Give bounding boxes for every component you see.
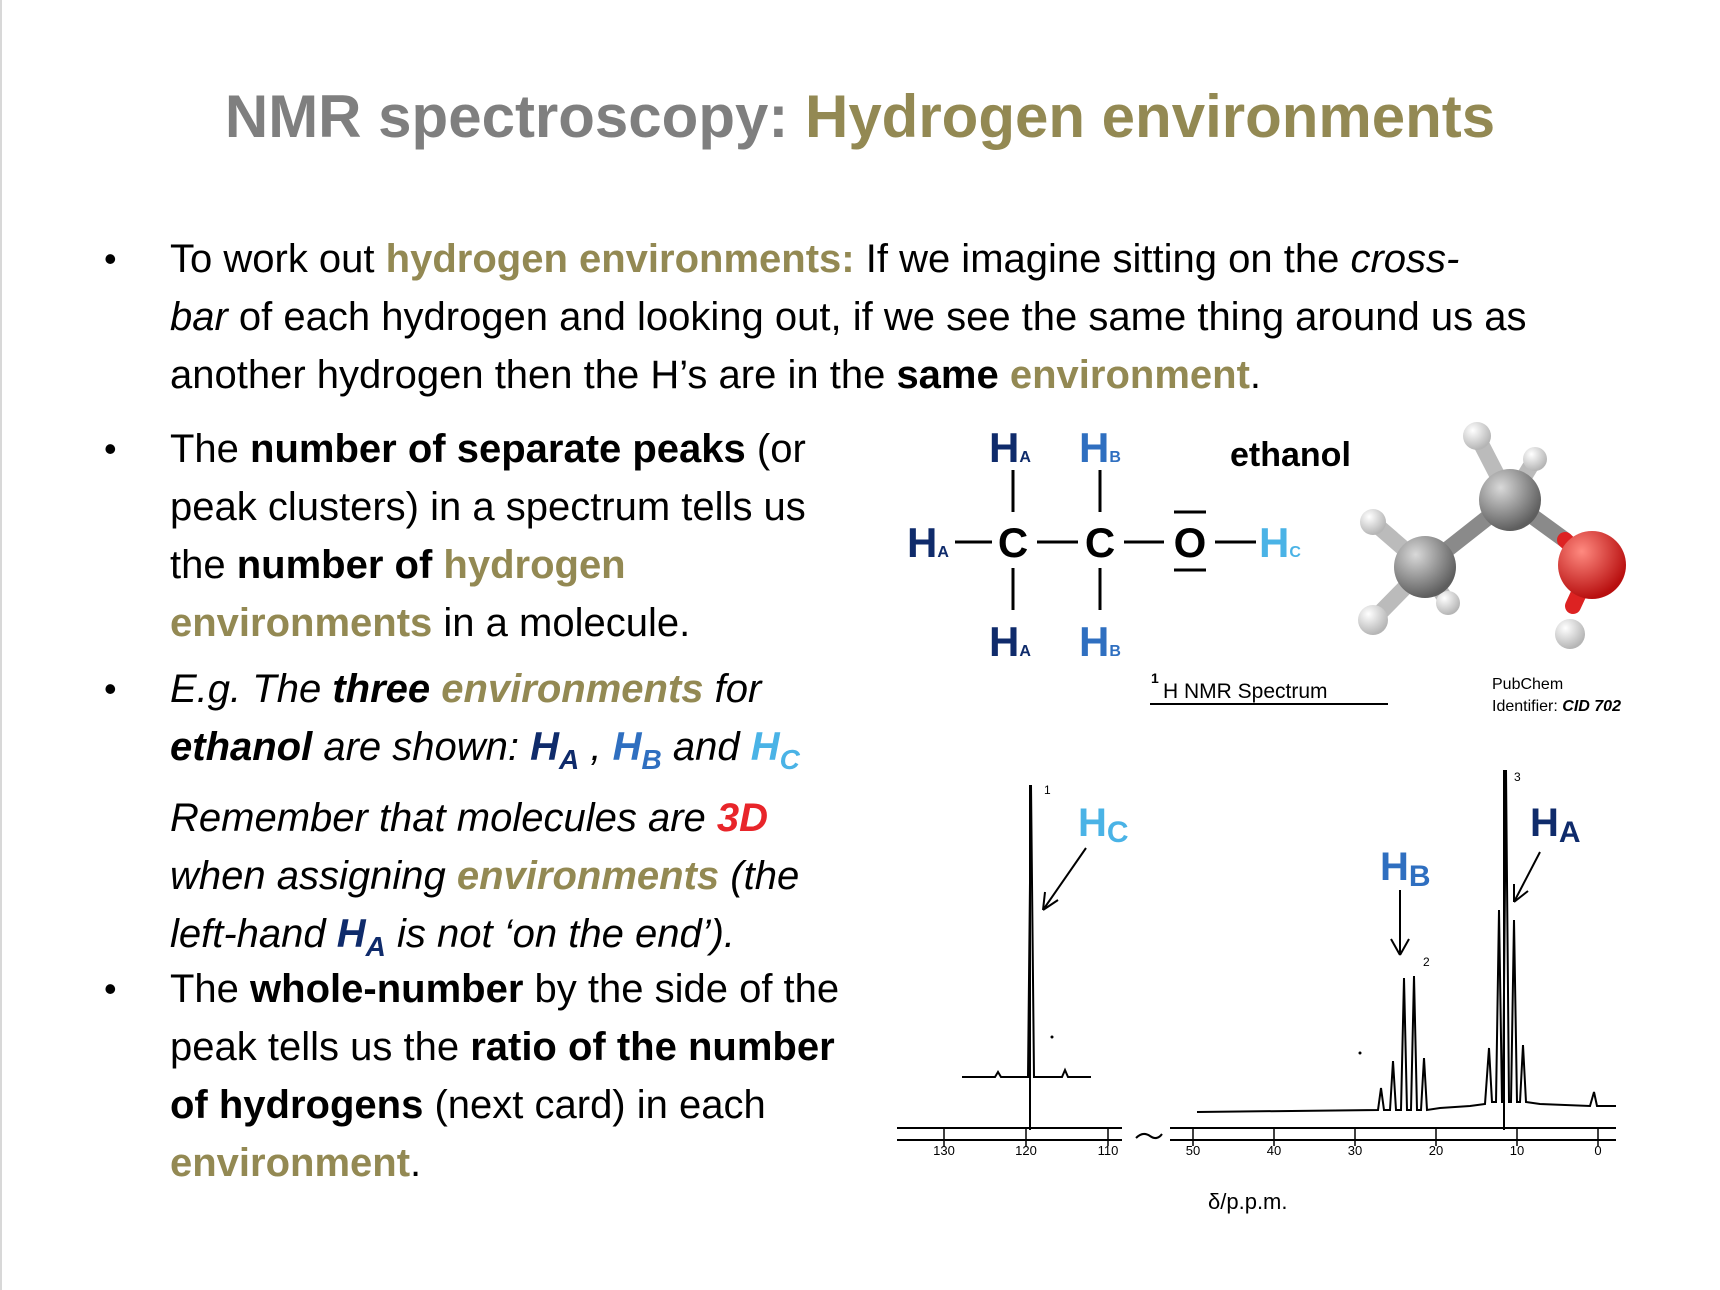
- text: Remember that molecules are: [170, 796, 717, 840]
- peak-number: 2: [1423, 955, 1430, 969]
- atom-ha-top: HA: [989, 424, 1031, 471]
- tick-label: 0: [1594, 1143, 1602, 1158]
- peak-hc-trace: [962, 785, 1091, 1077]
- atom-ha-bottom: HA: [989, 618, 1031, 665]
- atom-o: O: [1173, 519, 1207, 566]
- label-ha: $H_A$: [530, 725, 580, 775]
- ethanol-label: ethanol: [1230, 436, 1351, 474]
- bullet-dot: •: [104, 428, 117, 469]
- bullet-dot: •: [104, 238, 117, 279]
- peak-arrows: [1043, 848, 1540, 955]
- term-environments: environments: [441, 667, 704, 711]
- spectrum-title-sup: 1: [1151, 670, 1159, 686]
- text: .: [1249, 353, 1262, 397]
- text: for: [703, 667, 762, 711]
- term-environments: environments: [456, 854, 720, 898]
- label-hc: $H_C$: [750, 725, 800, 775]
- text: (the left-hand: [170, 854, 800, 956]
- atom-hc: HC: [1259, 519, 1301, 566]
- text: To work out: [170, 237, 386, 281]
- title-part1: NMR spectroscopy:: [224, 83, 789, 150]
- text: ,: [579, 725, 613, 769]
- text: are shown:: [312, 725, 531, 769]
- atom-ha-left: HA: [907, 519, 949, 566]
- tick-label: 110: [1097, 1143, 1119, 1158]
- label-hb: $H_B$: [612, 725, 662, 775]
- label-ha: $H_A$: [336, 912, 386, 962]
- term-3d: 3D: [716, 796, 769, 840]
- tick-label: 30: [1347, 1143, 1363, 1158]
- pubchem-line2: Identifier: CID 702: [1492, 698, 1621, 715]
- spectrum-traces: [962, 770, 1616, 1130]
- spectrum-title: H NMR Spectrum: [1163, 680, 1328, 703]
- spectrum-label-hc: HC: [1078, 801, 1129, 849]
- text: If we imagine sitting on the: [854, 237, 1351, 281]
- title-part2: Hydrogen environments: [804, 83, 1496, 150]
- spectrum-label-ha: HA: [1530, 801, 1581, 849]
- text: .: [410, 1141, 422, 1185]
- text: E.g. The: [170, 667, 333, 711]
- ethanol-3d-model: [1358, 422, 1626, 649]
- spectrum-tick-labels: [933, 1143, 1601, 1158]
- text: (or peak clusters) in a spectrum tells us the: [170, 427, 806, 587]
- text: and: [661, 725, 751, 769]
- spectrum-axis: [897, 1128, 1616, 1146]
- text: when assigning: [170, 854, 457, 898]
- bullet-dot: •: [104, 668, 117, 709]
- term-ratio: ratio of the number of hydrogens: [170, 1025, 835, 1127]
- term-cross: cross-: [1350, 237, 1460, 281]
- tick-label: 120: [1015, 1143, 1037, 1158]
- atom-hb-bottom: HB: [1079, 618, 1121, 665]
- tick-label: 20: [1428, 1143, 1444, 1158]
- text: in a molecule.: [432, 601, 691, 645]
- tick-label: 10: [1509, 1143, 1525, 1158]
- text: of each hydrogen and looking out, if we see the same thing around us as another hydrogen then the H’s are in the: [170, 295, 1527, 397]
- text: by the side of the peak tells us the: [170, 967, 840, 1069]
- peak-numbers: [1044, 770, 1521, 969]
- atom-c2: C: [1084, 519, 1116, 566]
- text: (next card) in each: [423, 1083, 766, 1127]
- term-bar: bar: [170, 295, 228, 339]
- spectrum-x-label: δ/p.p.m.: [1208, 1189, 1288, 1214]
- term-same: same: [896, 353, 999, 397]
- term-environment: environment: [1009, 353, 1250, 397]
- peak-number: 1: [1044, 783, 1051, 797]
- term-number-of: number of: [236, 543, 433, 587]
- text: The: [170, 967, 251, 1011]
- bullet-dot: •: [104, 968, 117, 1009]
- term-environment: environment: [170, 1141, 411, 1185]
- pubchem-line1: PubChem: [1492, 676, 1564, 693]
- term-three: three: [332, 667, 431, 711]
- term-ethanol: ethanol: [170, 725, 313, 769]
- tick-label: 130: [933, 1143, 955, 1158]
- atom-c1: C: [997, 519, 1029, 566]
- term-number-of-separate-peaks: number of separate peaks: [250, 427, 746, 471]
- spectrum-label-hb: HB: [1380, 845, 1431, 893]
- peak-number: 3: [1514, 770, 1521, 784]
- text: is not ‘on the end’).: [385, 912, 736, 956]
- tick-label: 50: [1185, 1143, 1201, 1158]
- term-whole-number: whole-number: [250, 967, 524, 1011]
- text: The: [170, 427, 251, 471]
- term-hydrogen-environments: hydrogen environments:: [385, 237, 855, 281]
- tick-label: 40: [1266, 1143, 1282, 1158]
- term-hydrogen-environments: hydrogen environments: [170, 543, 626, 645]
- atom-hb-top: HB: [1079, 424, 1121, 471]
